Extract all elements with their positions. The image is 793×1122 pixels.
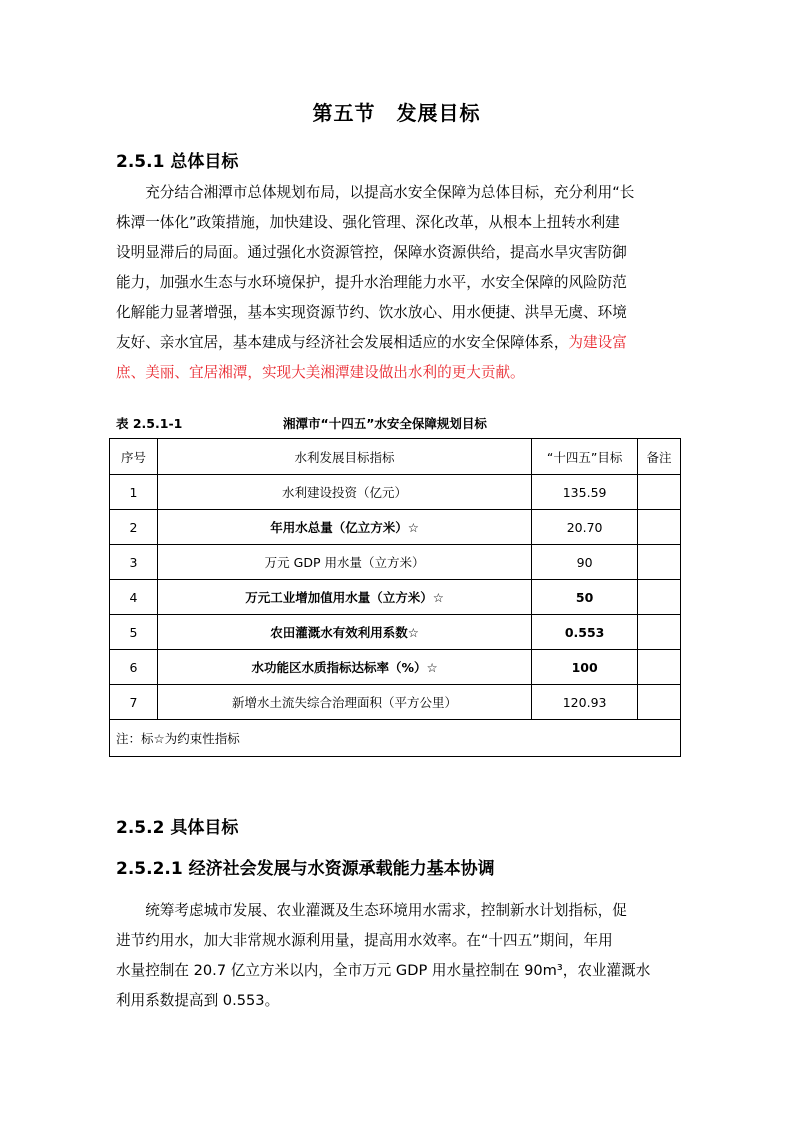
table-row	[110, 615, 681, 650]
table-row	[110, 650, 681, 685]
row-number: 5	[110, 615, 158, 650]
target-cell: 90	[532, 545, 638, 580]
row-number: 1	[110, 475, 158, 510]
section-title: 第五节 发展目标	[312, 101, 481, 125]
heading-2-5-1: 2.5.1 总体目标	[116, 152, 239, 172]
para-line: 统筹考虑城市发展、农业灌溉及生态环境用水需求，控制新水计划指标，促	[145, 902, 627, 919]
header-cell: 水利发展目标指标	[157, 439, 531, 475]
note-cell	[638, 475, 681, 510]
indicator-cell: 年用水总量（亿立方米）☆	[157, 510, 531, 545]
note-cell	[638, 580, 681, 615]
heading-2-5-2: 2.5.2 具体目标	[116, 818, 239, 838]
indicator-cell: 万元工业增加值用水量（立方米）☆	[157, 580, 531, 615]
table-footnote: 注：标☆为约束性指标	[110, 720, 681, 757]
target-cell: 0.553	[532, 615, 638, 650]
table-title: 湘潭市“十四五”水安全保障规划目标	[283, 416, 487, 431]
indicator-cell: 水功能区水质指标达标率（%）☆	[157, 650, 531, 685]
para-line: 能力，加强水生态与水环境保护，提升水治理能力水平，水安全保障的风险防范	[116, 274, 627, 291]
indicator-cell: 万元 GDP 用水量（立方米）	[157, 545, 531, 580]
goals-table	[109, 438, 681, 757]
row-number: 6	[110, 650, 158, 685]
paragraph-coordination-goal	[116, 896, 676, 1016]
header-cell: 备注	[638, 439, 681, 475]
table-footnote-row	[110, 720, 681, 757]
highlighted-text: 庶、美丽、宜居湘潭，实现大美湘潭建设做出水利的更大贡献。	[116, 364, 525, 381]
note-cell	[638, 685, 681, 720]
para-line: 化解能力显著增强，基本实现资源节约、饮水放心、用水便捷、洪旱无虞、环境	[116, 304, 627, 321]
para-line: 水量控制在 20.7 亿立方米以内，全市万元 GDP 用水量控制在 90m³，农业灌溉水	[116, 962, 651, 979]
target-cell: 135.59	[532, 475, 638, 510]
table-row	[110, 685, 681, 720]
row-number: 4	[110, 580, 158, 615]
table-caption	[116, 414, 676, 434]
indicator-cell: 水利建设投资（亿元）	[157, 475, 531, 510]
para-line: 利用系数提高到 0.553。	[116, 992, 280, 1009]
paragraph-overall-goal	[116, 178, 676, 388]
target-cell: 120.93	[532, 685, 638, 720]
table-number: 表 2.5.1-1	[116, 416, 183, 431]
heading-2-5-2-1: 2.5.2.1 经济社会发展与水资源承载能力基本协调	[116, 859, 495, 879]
table-row	[110, 580, 681, 615]
para-line: 充分结合湘潭市总体规划布局，以提高水安全保障为总体目标，充分利用“长	[145, 184, 635, 201]
note-cell	[638, 510, 681, 545]
note-cell	[638, 650, 681, 685]
row-number: 2	[110, 510, 158, 545]
para-line: 设明显滞后的局面。通过强化水资源管控，保障水资源供给，提高水旱灾害防御	[116, 244, 627, 261]
target-cell: 20.70	[532, 510, 638, 545]
para-line: 进节约用水，加大非常规水源利用量，提高用水效率。在“十四五”期间，年用	[116, 932, 613, 949]
table-header-row	[110, 439, 681, 475]
row-number: 7	[110, 685, 158, 720]
note-cell	[638, 545, 681, 580]
row-number: 3	[110, 545, 158, 580]
table-row	[110, 510, 681, 545]
indicator-cell: 新增水土流失综合治理面积（平方公里）	[157, 685, 531, 720]
target-cell: 50	[532, 580, 638, 615]
para-line	[116, 328, 676, 358]
para-line: 株潭一体化”政策措施，加快建设、强化管理、深化改革，从根本上扭转水利建	[116, 214, 620, 231]
table-row	[110, 475, 681, 510]
header-cell: 序号	[110, 439, 158, 475]
table-row	[110, 545, 681, 580]
highlighted-text: 为建设富	[568, 334, 627, 351]
indicator-cell: 农田灌溉水有效利用系数☆	[157, 615, 531, 650]
para-text: 友好、亲水宜居，基本建成与经济社会发展相适应的水安全保障体系，	[116, 334, 569, 351]
target-cell: 100	[532, 650, 638, 685]
note-cell	[638, 615, 681, 650]
header-cell: “十四五”目标	[532, 439, 638, 475]
